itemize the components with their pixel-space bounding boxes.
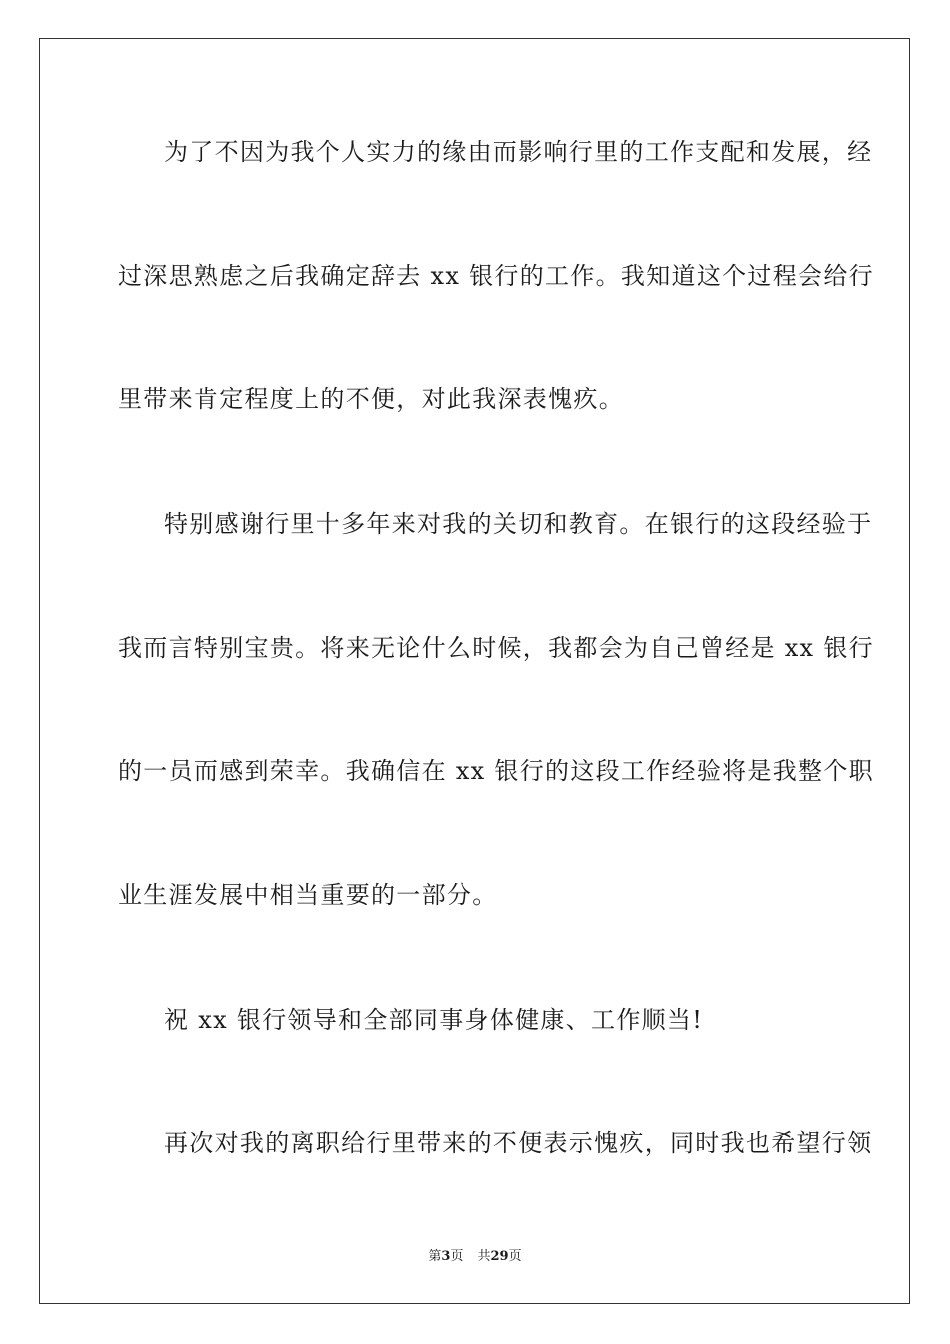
paragraph-2-line-4: 业生涯发展中相当重要的一部分。 bbox=[118, 881, 498, 909]
paragraph-1-line-2: 过深思熟虑之后我确定辞去 xx 银行的工作。我知道这个过程会给行 bbox=[118, 262, 874, 290]
paragraph-2-line-2: 我而言特别宝贵。将来无论什么时候，我都会为自己曾经是 xx 银行 bbox=[118, 634, 874, 662]
total-pages: 29 bbox=[490, 1249, 509, 1264]
total-prefix: 共 bbox=[477, 1249, 491, 1264]
paragraph-3-line-1: 祝 xx 银行领导和全部同事身体健康、工作顺当! bbox=[164, 1006, 704, 1034]
paragraph-1-line-1: 为了不因为我个人实力的缘由而影响行里的工作支配和发展，经 bbox=[164, 138, 873, 166]
paragraph-2-line-3: 的一员而感到荣幸。我确信在 xx 银行的这段工作经验将是我整个职 bbox=[118, 757, 874, 785]
page-footer bbox=[0, 1248, 950, 1266]
paragraph-1-line-3: 里带来肯定程度上的不便，对此我深表愧疚。 bbox=[118, 385, 624, 413]
page-suffix: 页 bbox=[450, 1249, 464, 1264]
page-prefix: 第 bbox=[428, 1249, 442, 1264]
paragraph-2-line-1: 特别感谢行里十多年来对我的关切和教育。在银行的这段经验于 bbox=[164, 510, 873, 538]
paragraph-4-line-1: 再次对我的离职给行里带来的不便表示愧疚，同时我也希望行领 bbox=[164, 1129, 873, 1157]
page-border bbox=[39, 38, 910, 1304]
page-number: 3 bbox=[441, 1249, 451, 1264]
total-suffix: 页 bbox=[508, 1249, 522, 1264]
